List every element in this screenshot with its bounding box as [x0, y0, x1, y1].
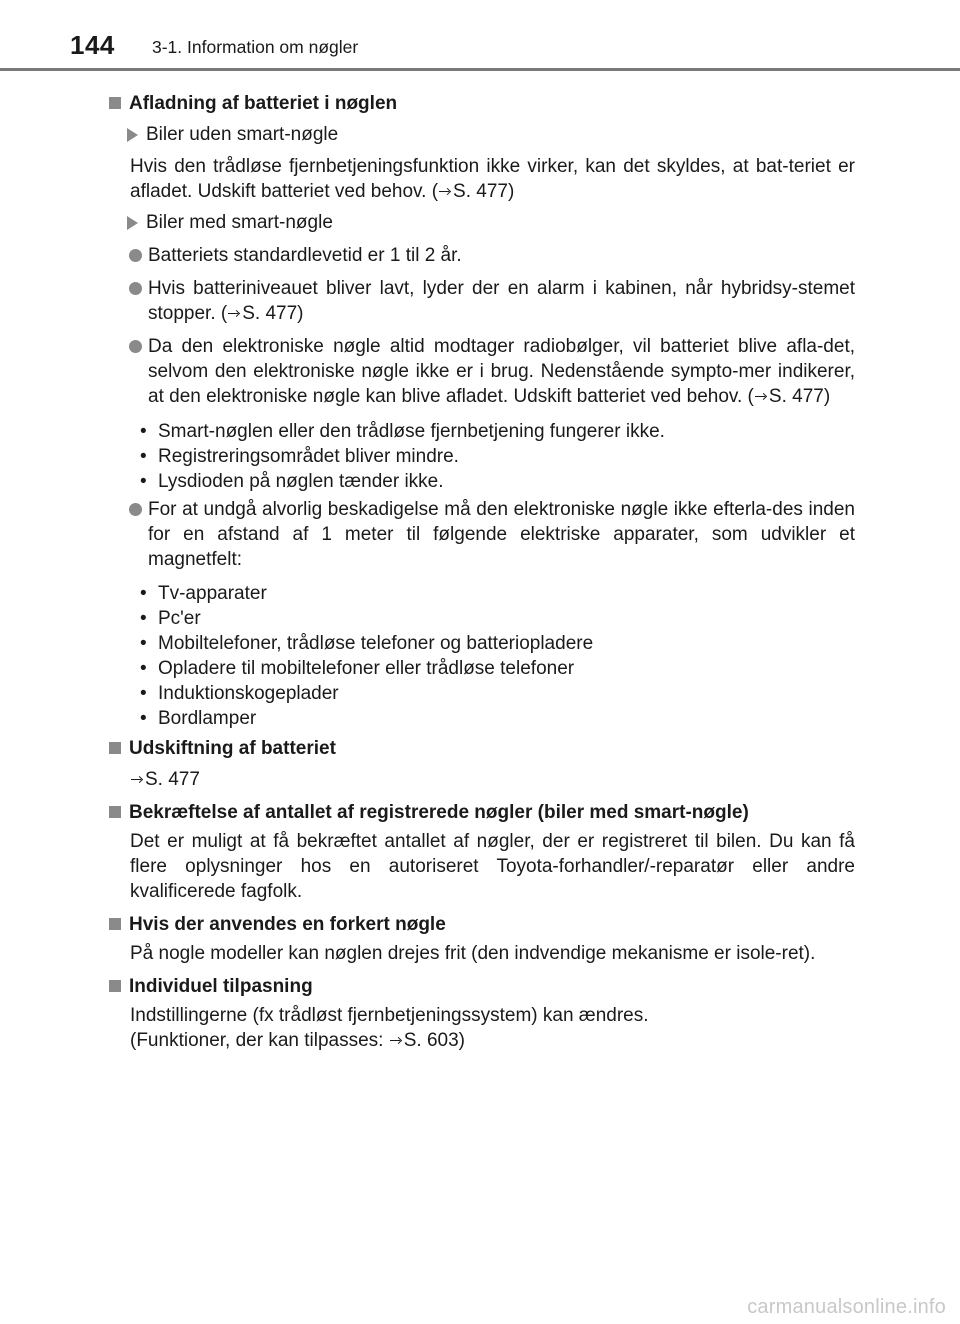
list-item: • Registreringsområdet bliver mindre.: [158, 444, 855, 469]
reference-arrow-icon: [227, 301, 241, 326]
section-heading: Afladning af batteriet i nøglen: [110, 91, 855, 116]
page-reference: S. 477): [242, 303, 304, 324]
circle-bullet-icon: [129, 340, 142, 353]
paragraph: Det er muligt at få bekræftet antallet af nøgler, der er registreret til bilen. Du kan få flere oplysninger hos en autoriseret Toyota-forhandler/-reparatør eller andre kvalificerede fagfolk.: [130, 831, 855, 902]
circle-bullet-icon: [129, 503, 142, 516]
section-heading: Udskiftning af batteriet: [110, 736, 855, 761]
bullet-item: Batteriets standardlevetid er 1 til 2 år.: [130, 243, 855, 268]
subheading: Biler uden smart-nøgle: [130, 122, 855, 147]
bullet-item: Da den elektroniske nøgle altid modtager radiobølger, vil batteriet blive afla-det, selvom den elektroniske nøgle ikke er i brug. Nedenstående sympto-mer indikerer, at den elektroniske nøgle kan blive afladet. Udskift batteriet ved behov. ( S. 477): [130, 334, 855, 409]
reference-arrow-icon: [754, 384, 768, 409]
page-number: 144: [70, 30, 115, 60]
square-bullet-icon: [109, 980, 121, 992]
triangle-arrow-icon: [127, 128, 138, 142]
page-reference: S. 477): [453, 181, 515, 202]
square-bullet-icon: [109, 97, 121, 109]
list-item: • Mobiltelefoner, trådløse telefoner og batteriopladere: [158, 631, 855, 656]
bullet-item: Hvis batteriniveauet bliver lavt, lyder der en alarm i kabinen, når hybridsy-stemet stopper. ( S. 477): [130, 276, 855, 326]
bullet-item: For at undgå alvorlig beskadigelse må den elektroniske nøgle ikke efterla-des inden for en afstand af 1 meter til følgende elektriske apparater, som udvikler et magnetfelt:: [130, 497, 855, 572]
page-reference: S. 477): [768, 386, 831, 407]
paragraph: Indstillingerne (fx trådløst fjernbetjeningssystem) kan ændres. (Funktioner, der kan tilpasses: S. 603): [130, 1005, 649, 1051]
list-item: • Tv-apparater: [158, 581, 855, 606]
page-reference: S. 477: [145, 769, 200, 790]
square-bullet-icon: [109, 806, 121, 818]
reference-arrow-icon: [389, 1028, 403, 1053]
reference-arrow-icon: [130, 767, 144, 792]
subheading: Biler med smart-nøgle: [130, 210, 855, 235]
chapter-title: 3-1. Information om nøgler: [152, 37, 359, 57]
list-item: • Induktionskogeplader: [158, 681, 855, 706]
reference-arrow-icon: [438, 179, 452, 204]
section-heading: Hvis der anvendes en forkert nøgle: [110, 912, 855, 937]
circle-bullet-icon: [129, 249, 142, 262]
paragraph: Hvis den trådløse fjernbetjeningsfunktion ikke virker, kan det skyldes, at bat-teriet er afladet. Udskift batteriet ved behov. ( S. 477): [130, 156, 855, 202]
paragraph: [130, 767, 855, 792]
square-bullet-icon: [109, 742, 121, 754]
symptom-list: [110, 419, 855, 494]
circle-bullet-icon: [129, 282, 142, 295]
page-reference: S. 603): [403, 1030, 466, 1051]
triangle-arrow-icon: [127, 216, 138, 230]
page-header: [0, 0, 960, 70]
list-item: • Bordlamper: [158, 706, 855, 731]
paragraph: På nogle modeller kan nøglen drejes frit (den indvendige mekanisme er isole-ret).: [130, 943, 816, 964]
list-item: • Pc'er: [158, 606, 855, 631]
appliance-list: [110, 581, 855, 731]
watermark: carmanualsonline.info: [747, 1296, 946, 1318]
list-item: • Lysdioden på nøglen tænder ikke.: [158, 469, 855, 494]
list-item: • Opladere til mobiltelefoner eller trådløse telefoner: [158, 656, 855, 681]
square-bullet-icon: [109, 918, 121, 930]
page-content: [110, 83, 855, 1053]
section-heading: Individuel tilpasning: [110, 974, 855, 999]
section-heading: Bekræftelse af antallet af registrerede nøgler (biler med smart-nøgle): [110, 800, 855, 825]
list-item: • Smart-nøglen eller den trådløse fjernbetjening fungerer ikke.: [158, 419, 855, 444]
header-divider: [0, 68, 960, 71]
